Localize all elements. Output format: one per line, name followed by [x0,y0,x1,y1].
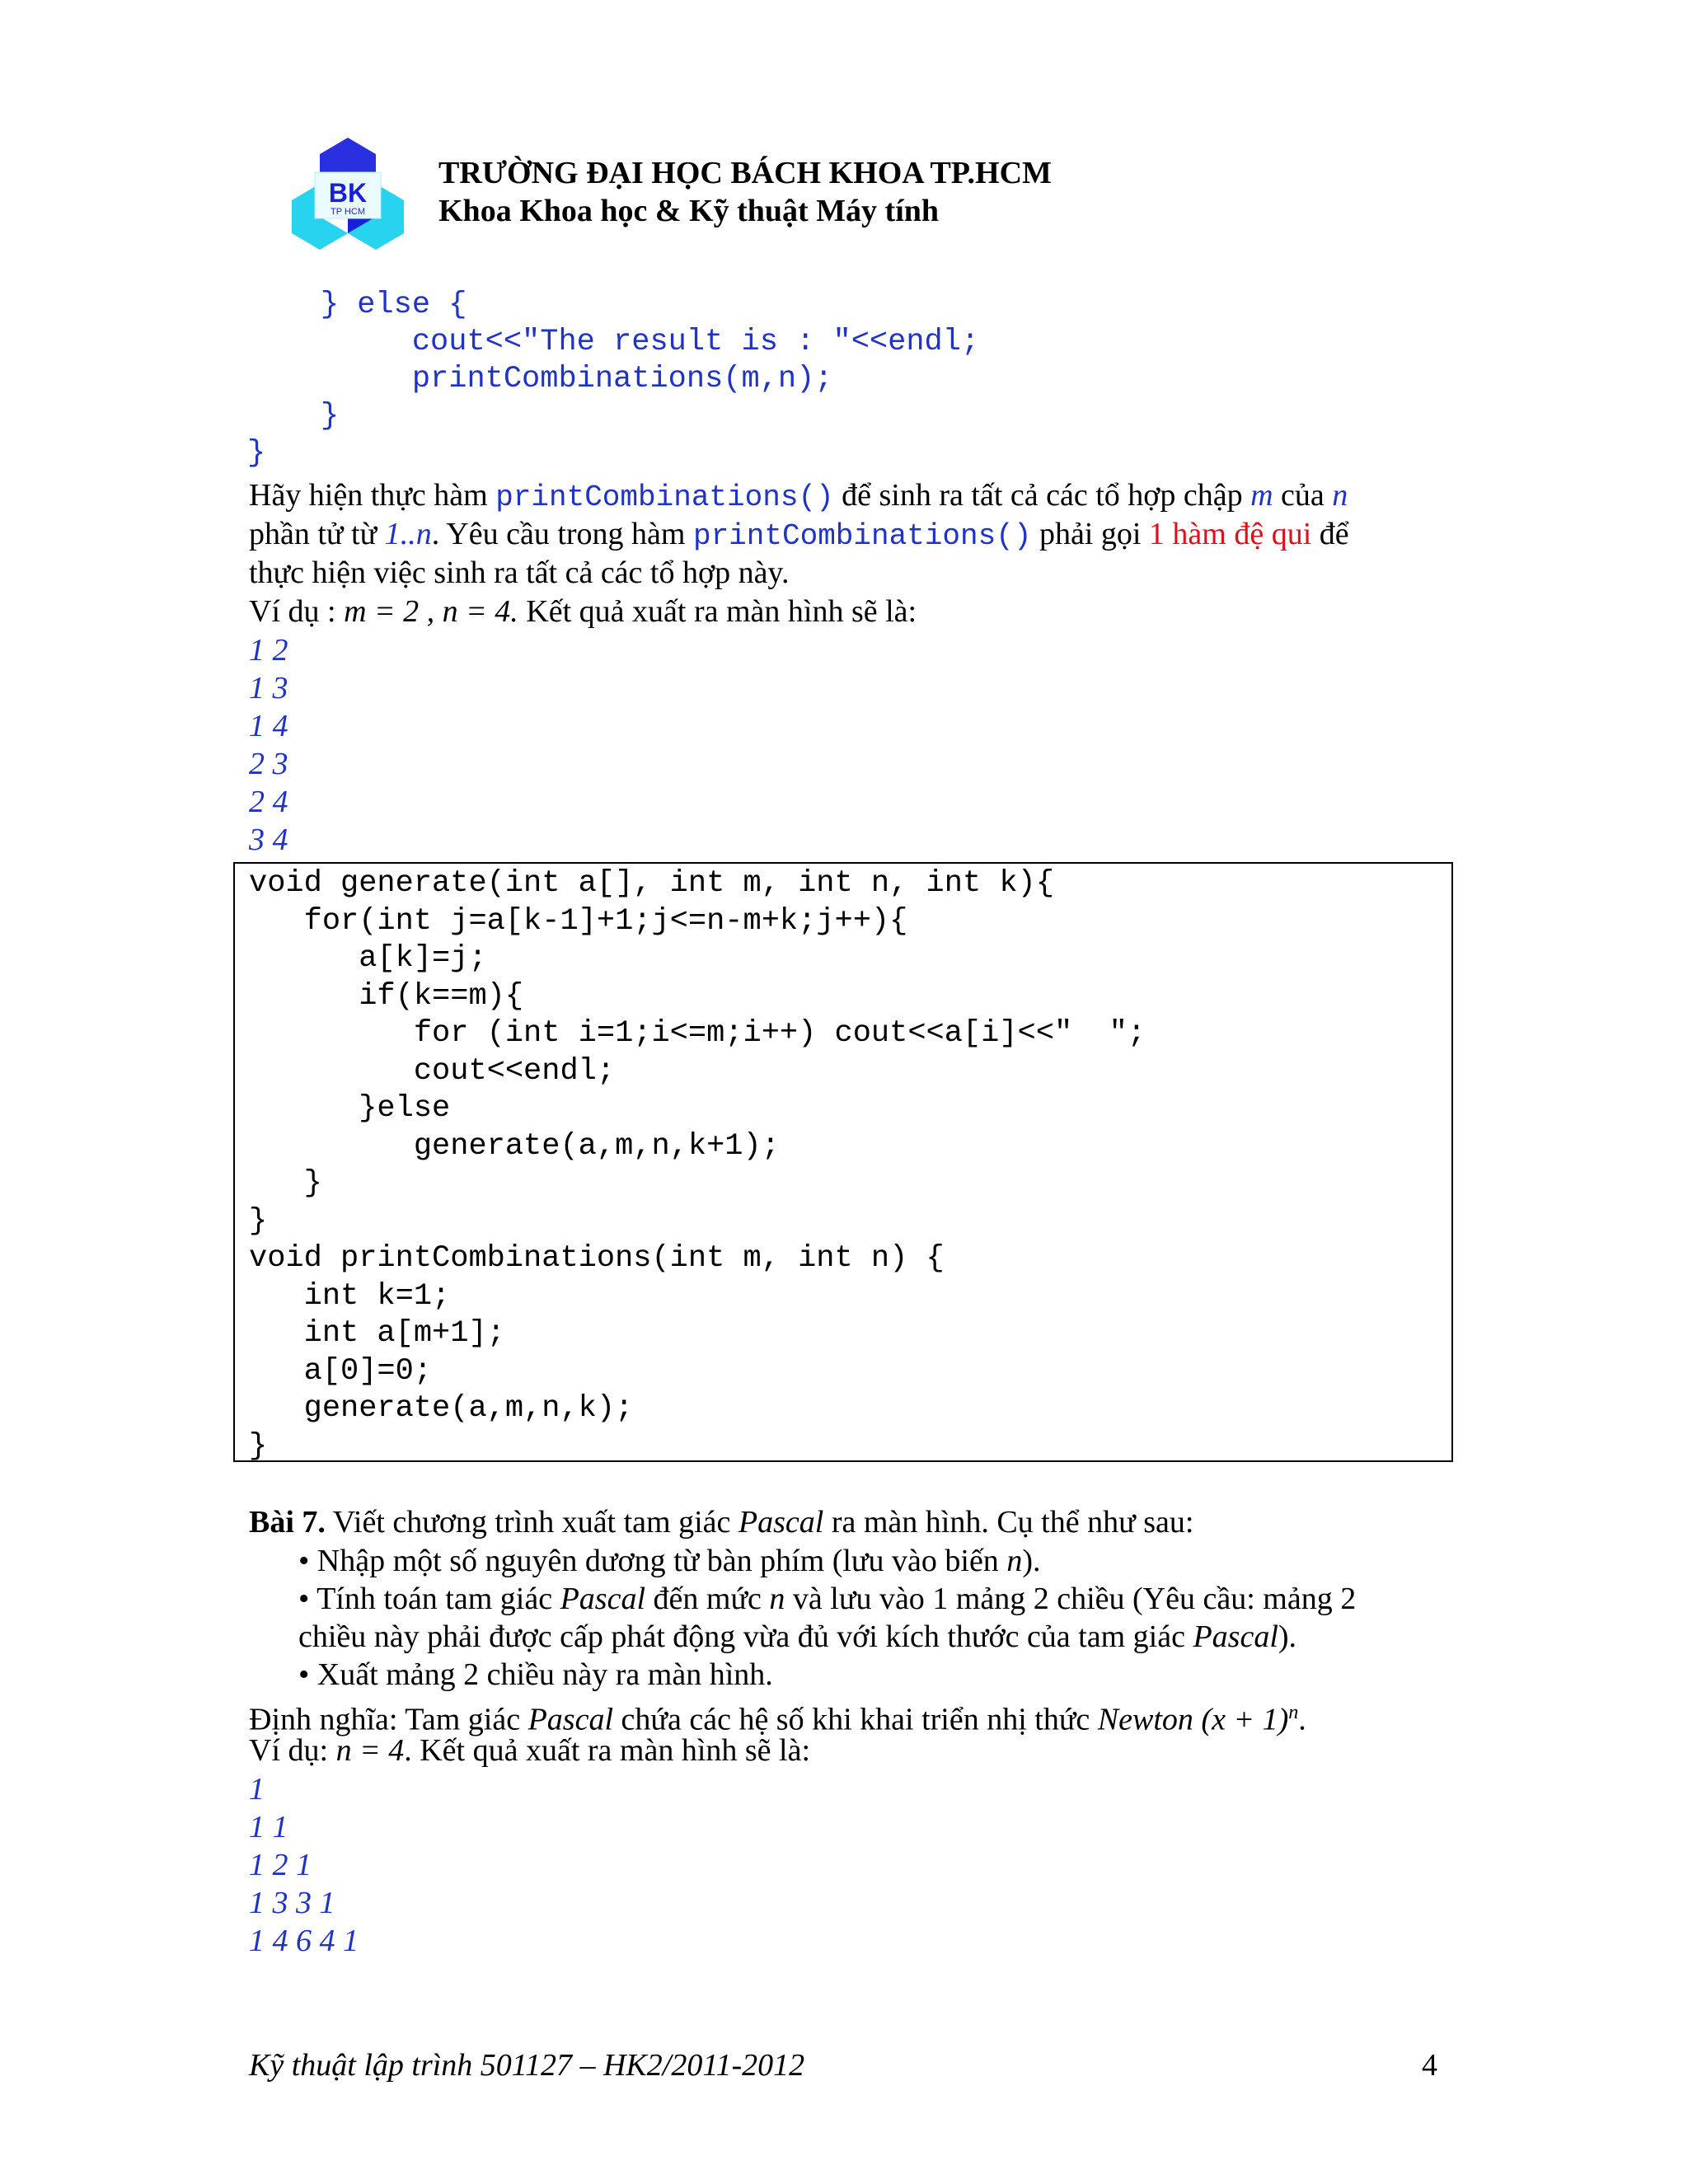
output-line: 1 4 [249,709,288,743]
text: đến mức [645,1582,770,1616]
task7-intro [249,1503,1193,1541]
code-line: } [247,399,340,434]
code-line: } [249,1166,322,1201]
inline-code: printCombinations() [495,480,834,514]
code-line: for(int j=a[k-1]+1;j<=n-m+k;j++){ [249,903,908,939]
term-pascal: Pascal [560,1582,646,1616]
text: phải gọi [1031,517,1149,551]
term-pascal: Pascal [528,1702,614,1737]
text: chiều này phải được cấp phát động vừa đủ với kích thước của tam giác [298,1619,1193,1654]
university-logo [290,136,406,251]
task7-example [249,1732,810,1769]
output-line: 3 4 [249,823,288,857]
output-line: 1 2 [249,633,288,668]
var-m: m [1250,478,1273,513]
newton-binomial: Newton (x + 1) [1097,1702,1289,1737]
text: để sinh ra tất cả các tổ hợp chập [833,478,1251,513]
task6-paragraph-line1 [249,476,1348,517]
task6-example [249,593,917,630]
task6-paragraph-line2 [249,515,1349,555]
var-n: n [769,1582,785,1616]
code-line: void printCombinations(int m, int n) { [249,1241,945,1276]
code-line: }else [249,1091,451,1126]
code-line: } else { [247,288,467,322]
code-line: printCombinations(m,n); [247,362,833,396]
code-line: cout<<endl; [249,1053,616,1089]
text: Ví dụ : [249,594,345,629]
text: Ví dụ: [249,1733,336,1768]
output-line: 2 4 [249,785,288,819]
code-line: } [249,1428,268,1464]
text: • Tính toán tam giác [298,1582,560,1616]
text: Hãy hiện thực hàm [249,478,496,513]
footer-course: Kỹ thuật lập trình 501127 – HK2/2011-2012 [249,2048,805,2083]
output-line: 1 2 1 [249,1848,312,1882]
text: . Yêu cầu trong hàm [431,517,693,551]
output-line: 1 [249,1772,265,1807]
code-fragment-top [247,287,979,472]
code-line: a[0]=0; [249,1353,433,1389]
text: ). [1022,1544,1041,1578]
code-line: int a[m+1]; [249,1316,505,1351]
text: . Kết quả xuất ra màn hình sẽ là: [404,1733,811,1768]
term-pascal: Pascal [738,1505,824,1540]
text: ). [1278,1619,1297,1654]
text: của [1273,478,1333,513]
text: Viết chương trình xuất tam giác [325,1505,738,1540]
code-line: a[k]=j; [249,941,487,976]
output-line: 1 3 [249,671,288,705]
output-line: 1 4 6 4 1 [249,1924,359,1958]
task7-bullet2 [298,1580,1356,1618]
code-line: cout<<"The result is : "<<endl; [247,325,980,359]
page-number: 4 [1422,2048,1437,2083]
text: Kết quả xuất ra màn hình sẽ là: [518,594,917,629]
faculty-name: Khoa Khoa học & Kỹ thuật Máy tính [438,194,940,228]
code-line: if(k==m){ [249,978,524,1014]
task6-paragraph-line3: thực hiện việc sinh ra tất cả các tổ hợp này. [249,555,790,590]
code-line: generate(a,m,n,k+1); [249,1128,780,1164]
task7-bullet3: • Xuất mảng 2 chiều này ra màn hình. [298,1657,773,1692]
code-line: } [249,1203,268,1239]
task7-bullet1 [298,1542,1040,1580]
logo-subtext: TP HCM [331,207,365,217]
text: để [1311,517,1349,551]
bk-logo-icon [290,136,406,251]
term-pascal: Pascal [1193,1619,1278,1654]
code-line: int k=1; [249,1278,451,1314]
code-line: void generate(int a[], int m, int n, int k){ [249,866,1054,901]
task7-bullet2-cont [298,1618,1296,1656]
task7-output [249,1770,359,1960]
example-values: n = 4 [335,1733,405,1768]
range: 1..n [384,517,432,551]
solution-code-box [233,862,1453,1462]
text: ra màn hình. Cụ thể như sau: [823,1505,1194,1540]
recursion-requirement: 1 hàm đệ qui [1148,517,1312,551]
text: . [1298,1702,1306,1737]
code-line: } [247,436,266,471]
task7-title: Bài 7. [249,1505,326,1540]
var-n: n [1332,478,1348,513]
code-line: for (int i=1;i<=m;i++) cout<<a[i]<<" "; [249,1016,1146,1051]
text: và lưu vào 1 mảng 2 chiều (Yêu cầu: mảng 2 [785,1582,1357,1616]
output-line: 2 3 [249,747,288,781]
example-values: m = 2 , n = 4. [344,594,518,629]
school-name: TRƯỜNG ĐẠI HỌC BÁCH KHOA TP.HCM [438,156,1052,190]
text: • Nhập một số nguyên dương từ bàn phím (lưu vào biến [298,1544,1007,1578]
text: phần tử từ [249,517,385,551]
logo-text: BK [328,178,368,208]
task6-output [249,631,288,859]
text: Định nghĩa: Tam giác [249,1702,528,1737]
var-n: n [1006,1544,1023,1578]
text: chứa các hệ số khi khai triển nhị thức [613,1702,1098,1737]
output-line: 1 3 3 1 [249,1886,335,1920]
inline-code: printCombinations() [692,519,1032,553]
exponent: n [1288,1702,1299,1723]
output-line: 1 1 [249,1810,288,1844]
code-line: generate(a,m,n,k); [249,1391,634,1426]
